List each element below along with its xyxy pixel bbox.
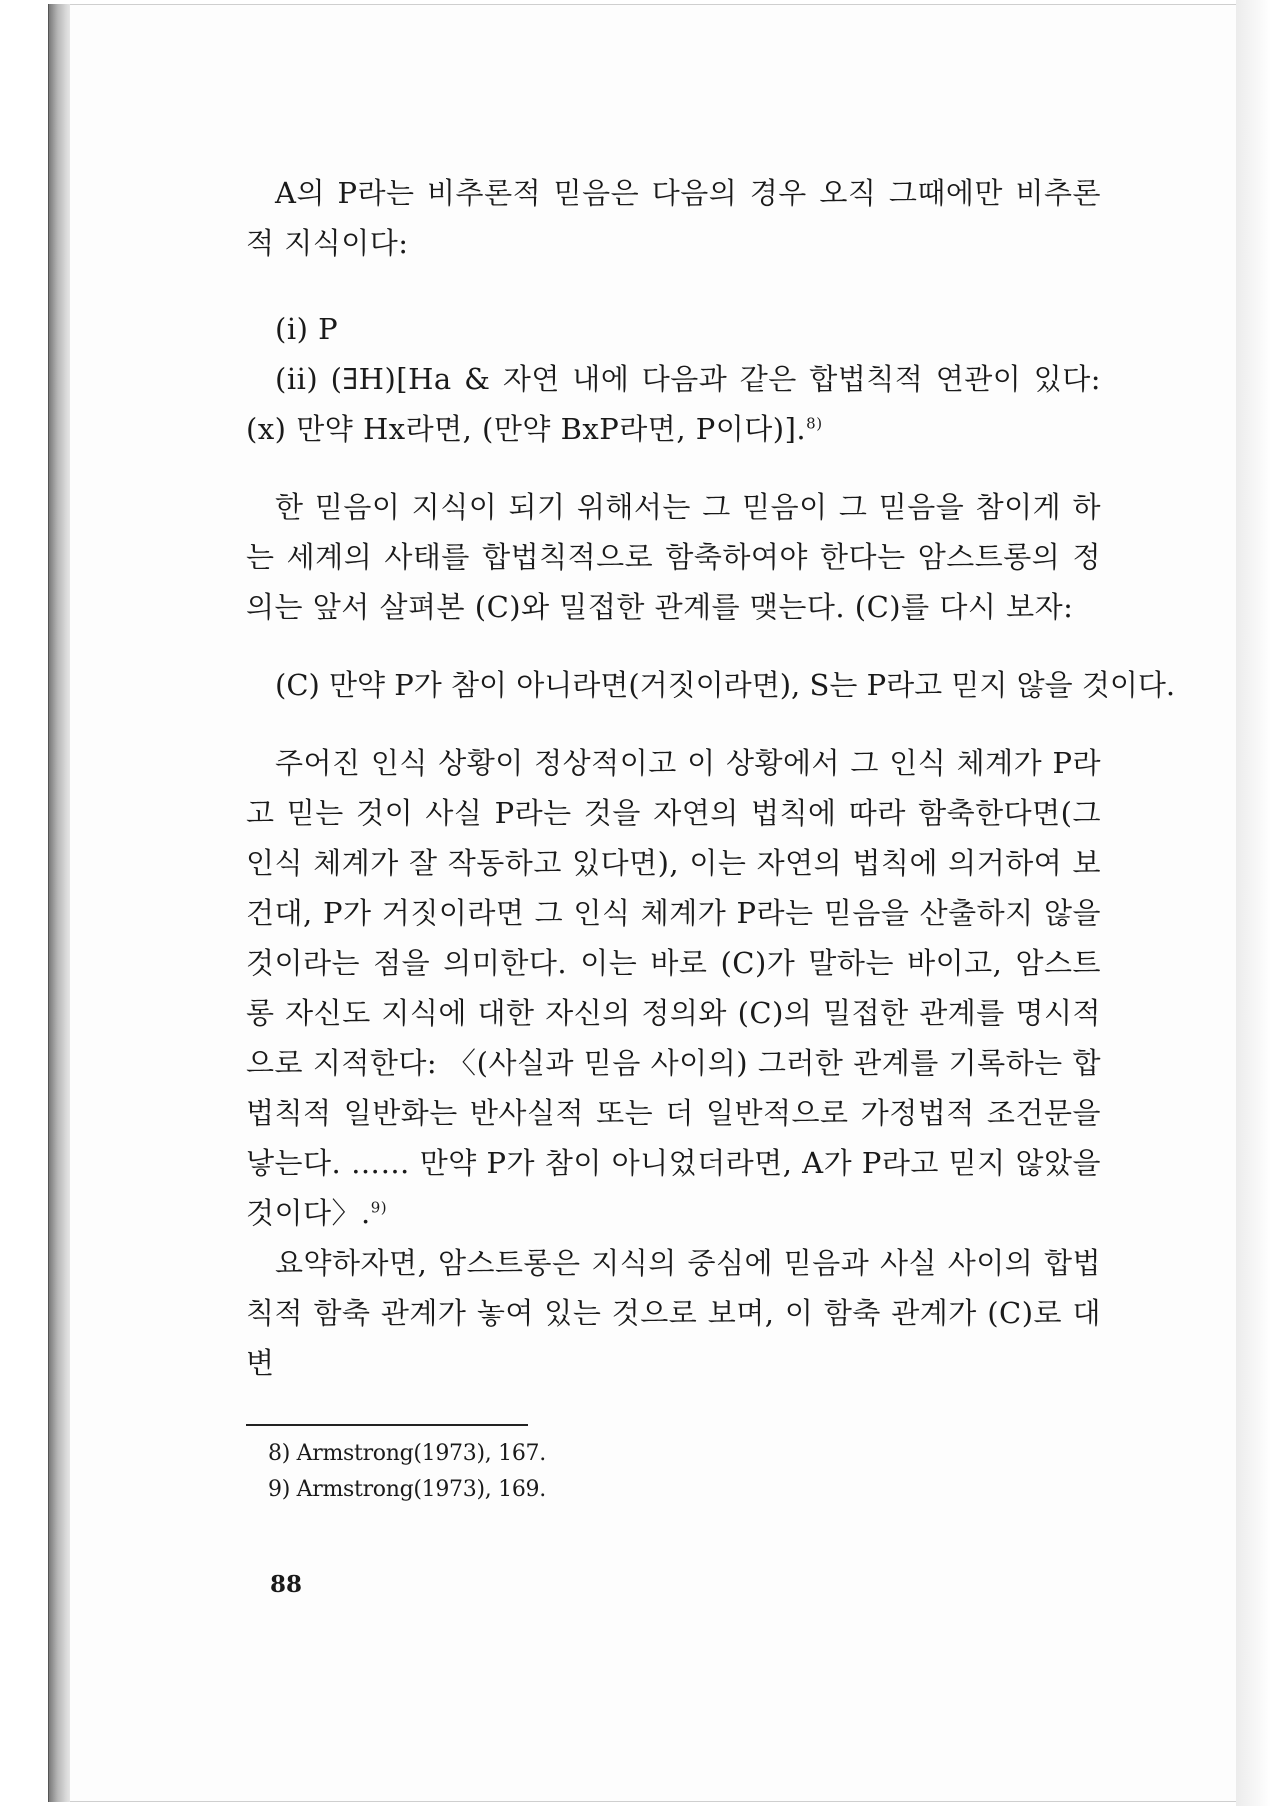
- footnote-ref-8: 8): [806, 414, 823, 433]
- paragraph-3: 요약하자면, 암스트롱은 지식의 중심에 믿음과 사실 사이의 합법칙적 함축 관계가 놓여 있는 것으로 보며, 이 함축 관계가 (C)로 대변: [246, 1246, 1101, 1380]
- footnote-9: 9) Armstrong(1973), 169.: [268, 1477, 546, 1502]
- page-right-shade: [1236, 0, 1271, 1806]
- conditional-c: (C) 만약 P가 참이 아니라면(거짓이라면), S는 P라고 믿지 않을 것이다.: [275, 668, 1176, 702]
- paragraph-2: [246, 738, 1101, 1238]
- footnote-8: 8) Armstrong(1973), 167.: [268, 1441, 546, 1466]
- formula-ii-text: (ii) (∃H)[Ha & 자연 내에 다음과 같은 합법칙적 연관이 있다: (x) 만약 Hx라면, (만약 BxP라면, P이다)].: [246, 362, 1101, 446]
- formula-ii: [246, 354, 1101, 454]
- footnote-separator: [246, 1424, 528, 1426]
- intro-paragraph: A의 P라는 비추론적 믿음은 다음의 경우 오직 그때에만 비추론적 지식이다:: [246, 176, 1101, 260]
- paragraph-1: 한 믿음이 지식이 되기 위해서는 그 믿음이 그 믿음을 참이게 하는 세계의 사태를 합법칙적으로 함축하여야 한다는 암스트롱의 정의는 앞서 살펴본 (C)와 밀접한 관계를 맺는다. (C)를 다시 보자:: [246, 490, 1101, 624]
- footnotes: [268, 1436, 968, 1508]
- paragraph-2-text: 주어진 인식 상황이 정상적이고 이 상황에서 그 인식 체계가 P라고 믿는 것이 사실 P라는 것을 자연의 법칙에 따라 함축한다면(그 인식 체계가 잘 작동하고 있다면), 이는 자연의 법칙에 의거하여 보건대, P가 거짓이라면 그 인식 체계가 P라는 믿음을 산출하지 않을 것이라는 점을 의미한다. 이는 바로 (C)가 말하는 바이고, 암스트롱 자신도 지식에 대한 자신의 정의와 (C)의 밀접한 관계를 명시적으로 지적한다: 〈(사실과 믿음 사이의) 그러한 관계를 기록하는 합법칙적 일반화는 반사실적 또는 더 일반적으로 가정법적 조건문을 낳는다. …… 만약 P가 참이 아니었더라면, A가 P라고 믿지 않았을 것이다〉.: [246, 746, 1101, 1230]
- footnote-ref-9: 9): [370, 1198, 388, 1217]
- body-text: [246, 168, 1176, 1388]
- page-number: 88: [270, 1571, 303, 1598]
- formula-i: (i) P: [275, 312, 339, 346]
